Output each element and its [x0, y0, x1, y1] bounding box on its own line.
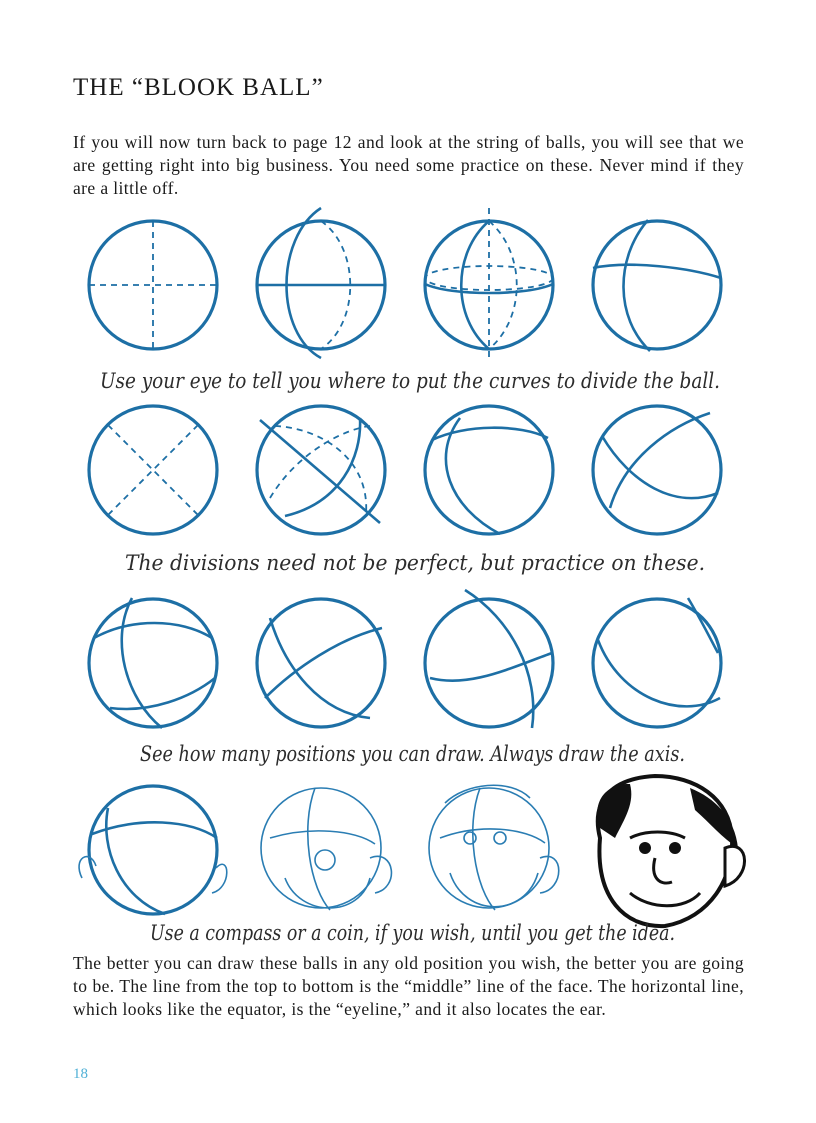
ball-1-1: [89, 221, 217, 349]
page-title: THE “BLOOK BALL”: [73, 74, 324, 101]
ball-row-2: [89, 406, 721, 534]
ball-3-3: [425, 590, 553, 728]
ball-row-3: [89, 590, 721, 728]
caption-row-3: See how many positions you can draw. Always draw the axis.: [140, 742, 685, 766]
face-inked: [597, 776, 744, 926]
blook-ball-illustration: [70, 198, 746, 946]
caption-row-4: Use a compass or a coin, if you wish, until you get the idea.: [150, 921, 675, 945]
ball-3-4: [593, 598, 721, 727]
ball-2-2: [257, 406, 385, 534]
caption-row-2: The divisions need not be perfect, but practice on these.: [125, 551, 705, 575]
ball-1-2: [257, 208, 385, 358]
ball-4-1: [79, 786, 227, 914]
face-sketch-1: [261, 788, 391, 910]
ball-1-4: [593, 220, 721, 351]
face-sketch-2: [429, 785, 559, 910]
intro-paragraph: If you will now turn back to page 12 and look at the string of balls, you will see that we are getting right into big business. You need some practice on these. Never mind if they are a little off.: [73, 132, 744, 198]
ball-row-4: [79, 776, 744, 926]
page-number: 18: [73, 1066, 88, 1082]
ball-2-4: [593, 406, 721, 534]
ball-2-1: [89, 406, 217, 534]
ball-3-2: [257, 599, 385, 727]
caption-row-1: Use your eye to tell you where to put the curves to divide the ball.: [100, 369, 720, 393]
closing-paragraph: The better you can draw these balls in any old position you wish, the better you are going to be. The line from the top to bottom is the “middle” line of the face. The horizontal line, which looks like the equator, is the “eyeline,” and it also locates the ear.: [73, 953, 744, 1019]
ball-row-1: [89, 208, 721, 358]
ball-2-3: [425, 406, 553, 534]
ball-3-1: [89, 598, 217, 728]
ball-1-3: [425, 208, 553, 358]
